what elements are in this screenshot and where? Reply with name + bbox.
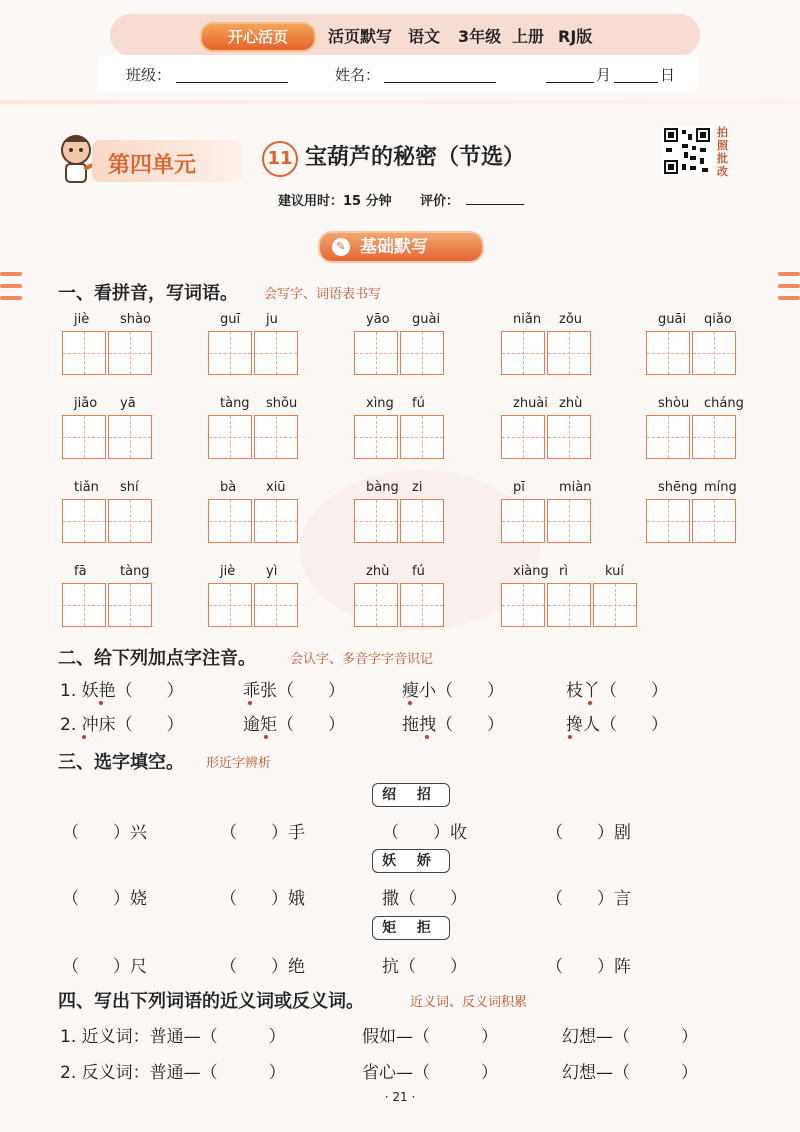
month-field[interactable] [546,82,594,83]
q2-item[interactable]: 搀人（ ） [566,715,668,735]
emphasis-dot [99,701,103,705]
pinyin-label: rì [559,564,568,579]
writing-cell[interactable] [400,583,444,627]
month-label: 月 [596,66,612,84]
option-text: 矩 拒 [382,920,439,936]
q2-item[interactable]: 逾矩（ ） [243,715,345,735]
writing-cell[interactable] [254,583,298,627]
pinyin-label: zǒu [559,312,583,327]
score-field[interactable] [466,204,524,205]
q3-blank[interactable]: （ ）娆 [62,889,147,909]
day-label: 日 [660,66,676,84]
pinyin-label: yā [120,396,136,411]
class-field[interactable] [176,82,288,83]
writing-cell[interactable] [501,415,545,459]
emphasis-dot [425,735,429,739]
pinyin-label: guī [220,312,241,327]
q2-item[interactable]: 枝丫（ ） [566,681,668,701]
writing-cell[interactable] [208,499,252,543]
q3-blank[interactable]: （ ）尺 [62,957,147,977]
q4-item[interactable]: 2. 反义词：普通—（ ） [60,1063,286,1083]
pinyin-label: zhù [366,564,390,579]
q4-item[interactable]: 幻想—（ ） [562,1063,698,1083]
q2-title: 二、给下列加点字注音。 [58,648,256,669]
writing-cell[interactable] [354,331,398,375]
pinyin-label: shǒu [266,396,298,411]
q3-blank[interactable]: 撒（ ） [382,889,467,909]
class-label: 班级： [126,66,172,84]
q3-blank[interactable]: （ ）剧 [546,823,631,843]
side-stripe [0,296,22,300]
writing-cell[interactable] [354,415,398,459]
pinyin-label: cháng [704,396,744,411]
q4-item[interactable]: 省心—（ ） [362,1063,498,1083]
writing-cell[interactable] [400,499,444,543]
series-label: 活页默写 [328,27,393,46]
q3-blank[interactable]: （ ）阵 [546,957,631,977]
emphasis-dot [568,735,572,739]
brand-text: 开心活页 [227,28,288,46]
page-number: · 21 · [384,1090,416,1104]
writing-cell[interactable] [501,331,545,375]
side-stripe [778,284,800,288]
pinyin-label: ju [266,312,278,327]
q1-note: 会写字、词语表书写 [264,287,382,302]
writing-cell[interactable] [208,331,252,375]
pinyin-label: shí [120,480,139,495]
pinyin-label: tiǎn [74,480,99,495]
writing-cell[interactable] [62,331,106,375]
writing-cell[interactable] [62,583,106,627]
writing-cell[interactable] [646,415,690,459]
name-label: 姓名： [335,66,381,84]
q3-blank[interactable]: （ ）手 [220,823,305,843]
brand-logo [200,22,316,52]
writing-cell[interactable] [108,499,152,543]
pinyin-label: tàng [120,564,150,579]
pinyin-label: zhù [559,396,583,411]
emphasis-dot [408,701,412,705]
q4-item[interactable]: 1. 近义词：普通—（ ） [60,1027,286,1047]
pinyin-label: shào [120,312,151,327]
writing-cell[interactable] [692,415,736,459]
q2-note: 会认字、多音字字音识记 [290,652,434,667]
writing-cell[interactable] [501,583,545,627]
side-stripe [778,296,800,300]
pinyin-label: míng [704,480,737,495]
pinyin-label: xiū [266,480,286,495]
writing-cell[interactable] [501,499,545,543]
writing-cell[interactable] [62,499,106,543]
header-bar [110,14,700,56]
writing-cell[interactable] [646,331,690,375]
writing-cell[interactable] [547,331,591,375]
writing-cell[interactable] [400,415,444,459]
photo-correct-label: 拍照批改 [717,126,728,178]
q3-title: 三、选字填空。 [58,752,184,773]
option-box [372,916,450,940]
edition-label: RJ版 [558,27,593,46]
writing-cell[interactable] [593,583,637,627]
q3-blank[interactable]: （ ）娥 [220,889,305,909]
pinyin-label: tàng [220,396,250,411]
volume-label: 上册 [512,27,545,46]
writing-cell[interactable] [62,415,106,459]
writing-cell[interactable] [354,583,398,627]
emphasis-dot [264,735,268,739]
q3-blank[interactable]: （ ）兴 [62,823,147,843]
q4-note: 近义词、反义词积累 [410,995,528,1010]
q3-blank[interactable]: （ ）言 [546,889,631,909]
pinyin-label: bà [220,480,237,495]
writing-cell[interactable] [208,415,252,459]
pinyin-label: guāi [658,312,687,327]
pinyin-label: fā [74,564,87,579]
q4-item[interactable]: 假如—（ ） [362,1027,498,1047]
pinyin-label: kuí [605,564,624,579]
pinyin-label: guài [412,312,441,327]
pinyin-label: zhuài [513,396,548,411]
writing-cell[interactable] [692,331,736,375]
writing-cell[interactable] [108,331,152,375]
writing-cell[interactable] [692,499,736,543]
lesson-number: 11 [262,141,298,177]
writing-cell[interactable] [354,499,398,543]
q2-item[interactable]: 乖张（ ） [243,681,345,701]
emphasis-dot [248,701,252,705]
q4-item[interactable]: 幻想—（ ） [562,1027,698,1047]
pinyin-label: fú [412,564,425,579]
pinyin-label: jiǎo [74,396,98,411]
q2-item[interactable]: 瘦小（ ） [402,681,504,701]
option-box [372,783,450,807]
pinyin-label: niǎn [513,312,542,327]
q4-title: 四、写出下列词语的近义词或反义词。 [58,991,364,1012]
score-label: 评价： [420,194,460,209]
pinyin-label: xiàng [513,564,549,579]
grade-label: 3年级 [458,27,502,46]
writing-cell[interactable] [254,331,298,375]
pinyin-label: yì [266,564,278,579]
divider [0,100,800,104]
section-banner [318,231,484,263]
writing-cell[interactable] [108,583,152,627]
pinyin-label: qiǎo [704,312,732,327]
q3-blank[interactable]: 抗（ ） [382,957,467,977]
lesson-title: 宝葫芦的秘密（节选） [305,145,526,170]
pinyin-label: zi [412,480,423,495]
writing-cell[interactable] [400,331,444,375]
emphasis-dot [82,735,86,739]
writing-cell[interactable] [547,415,591,459]
pencil-icon: ✎ [332,238,350,256]
writing-cell[interactable] [547,583,591,627]
subject-label: 语文 [408,27,441,46]
qr-code-icon[interactable] [662,126,712,176]
pinyin-label: yāo [366,312,390,327]
writing-cell[interactable] [254,415,298,459]
name-field[interactable] [384,82,496,83]
pinyin-label: jiè [220,564,236,579]
pinyin-label: xìng [366,396,394,411]
q3-blank[interactable]: （ ）收 [382,823,467,843]
pinyin-label: pī [513,480,525,495]
time-label: 建议用时：15 分钟 [278,194,392,209]
emphasis-dot [588,701,592,705]
q2-item[interactable]: 拖拽（ ） [402,715,504,735]
section-title: 基础默写 [360,237,428,257]
pinyin-label: bàng [366,480,399,495]
writing-cell[interactable] [254,499,298,543]
q2-item[interactable]: 2. 冲床（ ） [60,715,184,735]
side-stripe [0,284,22,288]
pinyin-label: fú [412,396,425,411]
q1-title: 一、看拼音，写词语。 [58,283,238,304]
pinyin-label: shēng [658,480,698,495]
option-box [372,849,450,873]
writing-cell[interactable] [108,415,152,459]
writing-cell[interactable] [208,583,252,627]
writing-cell[interactable] [547,499,591,543]
unit-title: 第四单元 [108,153,197,178]
pinyin-label: miàn [559,480,592,495]
option-text: 绍 招 [382,787,439,803]
q2-item[interactable]: 1. 妖艳（ ） [60,681,184,701]
q3-blank[interactable]: （ ）绝 [220,957,305,977]
day-field[interactable] [614,82,658,83]
pinyin-label: shòu [658,396,690,411]
option-text: 妖 娇 [382,853,439,869]
side-stripe [778,272,800,276]
writing-cell[interactable] [646,499,690,543]
pinyin-label: jiè [74,312,90,327]
q3-note: 形近字辨析 [206,756,272,771]
side-stripe [0,272,22,276]
